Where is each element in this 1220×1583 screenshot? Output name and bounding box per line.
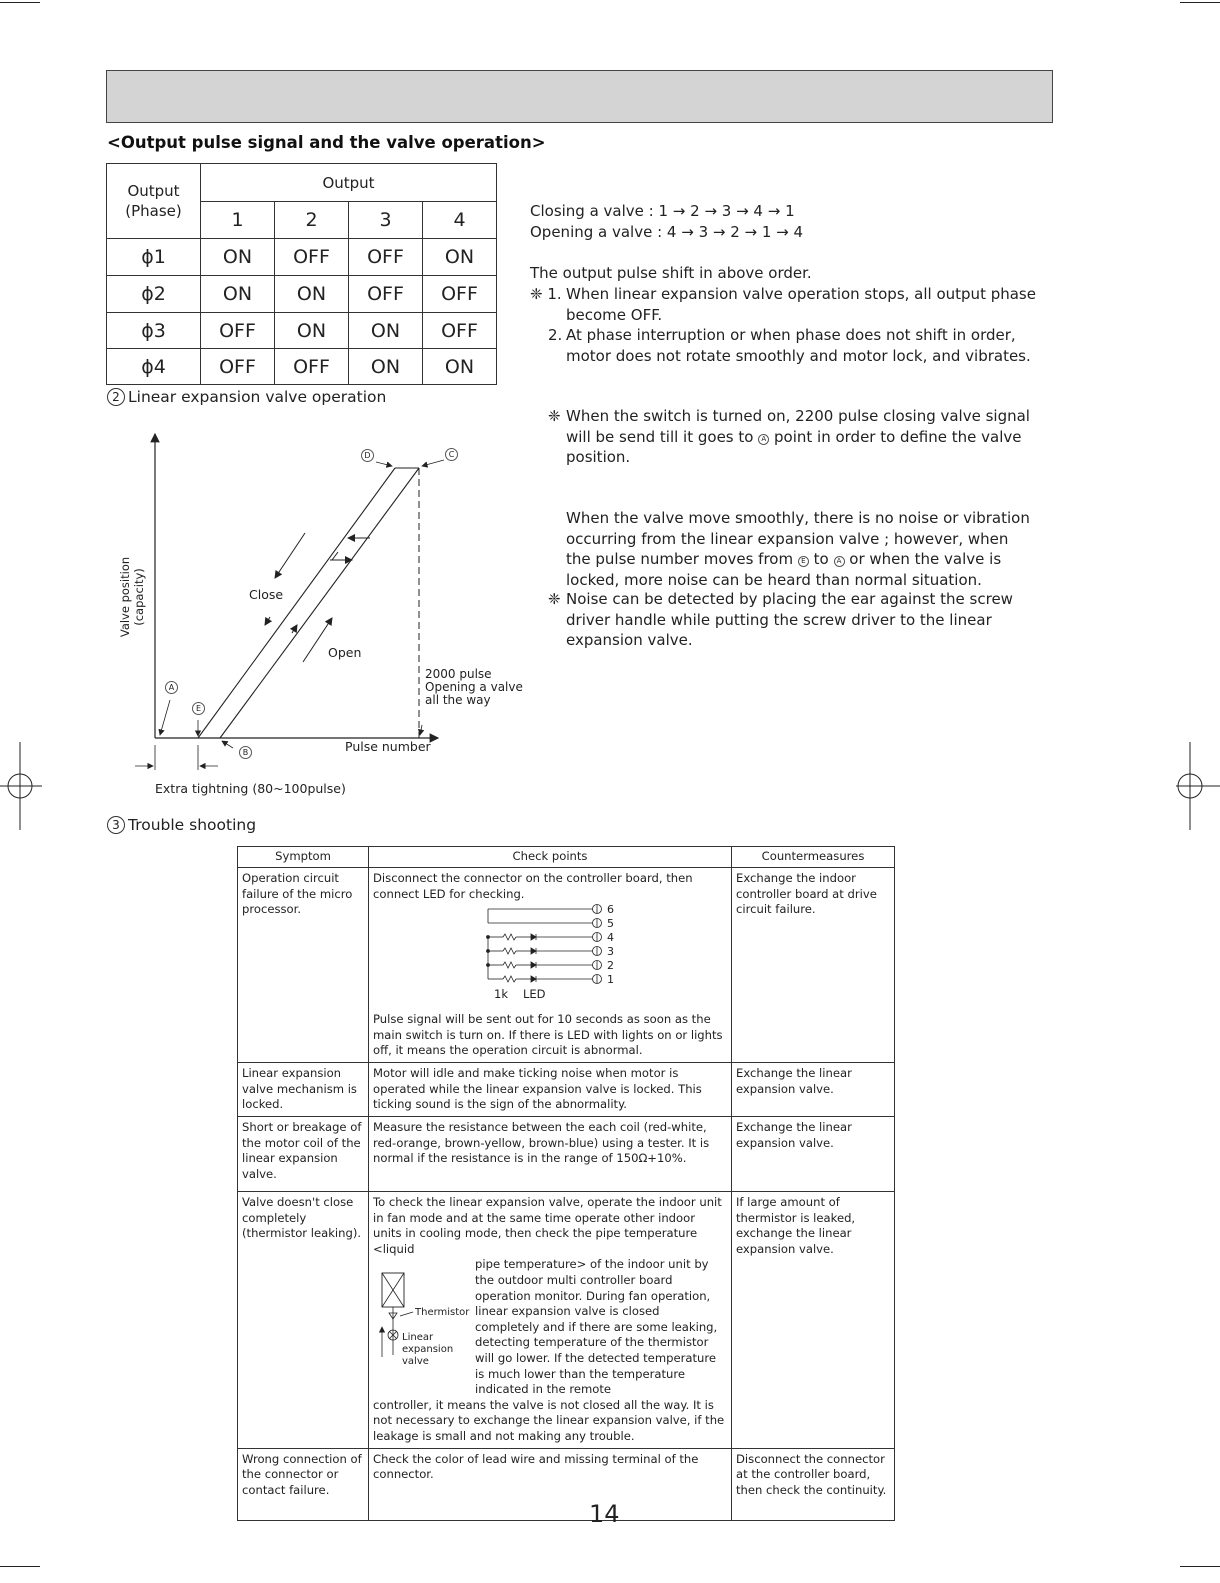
point-e-label: E bbox=[192, 702, 205, 715]
col-header: 3 bbox=[349, 202, 423, 239]
open-label: Open bbox=[328, 645, 362, 660]
phase-cell: ON bbox=[349, 313, 423, 349]
noise-note-part1: When the valve move smoothly, there is no noise or vibration occurring from the linear expansion valve ; however, when the pulse number moves from bbox=[566, 509, 1030, 568]
thermistor-diagram bbox=[373, 1257, 475, 1367]
phase-cell: OFF bbox=[275, 239, 349, 276]
noise-note-part2: or when the valve is locked, more noise can be heard than normal situation. bbox=[566, 550, 1002, 589]
header-check: Check points bbox=[369, 847, 732, 868]
col-header: 4 bbox=[423, 202, 497, 239]
phase-cell: ON bbox=[275, 276, 349, 313]
crop-mark bbox=[1180, 2, 1220, 3]
phase-cell: ON bbox=[201, 239, 275, 276]
point-c-label: C bbox=[445, 448, 458, 461]
note2-prefix: 2. bbox=[548, 326, 563, 344]
phase-cell: ON bbox=[275, 313, 349, 349]
note2: At phase interruption or when phase does not shift in order, motor does not rotate smoothly and motor lock, and vibrates. bbox=[566, 326, 1031, 365]
check-cell bbox=[369, 868, 732, 1063]
phase-table bbox=[106, 163, 497, 385]
check-cell: Motor will idle and make ticking noise when motor is operated while the linear expansion valve is locked. This ticking sound is the sign of the abnormality. bbox=[369, 1063, 732, 1117]
col-header: 2 bbox=[275, 202, 349, 239]
counter-cell: Exchange the indoor controller board at drive circuit failure. bbox=[732, 868, 895, 1063]
led-pin-label: 2 bbox=[607, 959, 614, 973]
phase-cell: OFF bbox=[349, 276, 423, 313]
x-axis-label: Pulse number bbox=[345, 739, 431, 754]
led-pin-label: 5 bbox=[607, 917, 614, 931]
phase-cell: ON bbox=[201, 276, 275, 313]
phase-cell: ON bbox=[423, 349, 497, 385]
trouble-table bbox=[237, 846, 895, 1521]
phase-cell: OFF bbox=[201, 349, 275, 385]
counter-cell: Disconnect the connector at the controller board, then check the continuity. bbox=[732, 1448, 895, 1520]
note1: When linear expansion valve operation stops, all output phase become OFF. bbox=[566, 285, 1036, 324]
note1-prefix: ❈ 1. bbox=[530, 285, 562, 303]
pulse-label-1: 2000 pulse bbox=[425, 667, 492, 681]
header-symptom: Symptom bbox=[238, 847, 369, 868]
led-label: LED bbox=[523, 987, 546, 1002]
shift-note: The output pulse shift in above order. bbox=[530, 264, 812, 282]
graph-heading bbox=[107, 387, 386, 408]
extra-tightening-label: Extra tightning (80~100pulse) bbox=[155, 781, 346, 796]
symptom-cell: Wrong connection of the connector or contact failure. bbox=[238, 1448, 369, 1520]
valve-label-3: valve bbox=[402, 1356, 429, 1368]
opening-sequence: Opening a valve : 4 → 3 → 2 → 1 → 4 bbox=[530, 223, 804, 241]
check-cell bbox=[369, 1192, 732, 1449]
section-number-2: 2 bbox=[107, 388, 125, 406]
led-pin-label: 4 bbox=[607, 931, 614, 945]
symptom-cell: Operation circuit failure of the micro processor. bbox=[238, 868, 369, 1063]
valve-operation-graph bbox=[100, 420, 540, 805]
phase-cell: OFF bbox=[349, 239, 423, 276]
thermistor-label: Thermistor bbox=[415, 1307, 470, 1319]
switch-note-part2: point in order to define the valve position. bbox=[566, 427, 1022, 466]
phase-label: ϕ3 bbox=[107, 313, 201, 349]
check-outro: Pulse signal will be sent out for 10 seconds as soon as the main switch is turn on. If there is LED with lights on or lights off, it means the operation circuit is abnormal. bbox=[373, 1012, 723, 1058]
registration-mark-right bbox=[1176, 742, 1220, 830]
phase-cell: OFF bbox=[423, 313, 497, 349]
led-pin-label: 3 bbox=[607, 945, 614, 959]
pulse-label-3: all the way bbox=[425, 693, 491, 707]
corner-cell bbox=[107, 164, 201, 239]
section-title: <Output pulse signal and the valve operation> bbox=[107, 133, 546, 152]
output-header: Output bbox=[201, 164, 497, 202]
registration-mark-left bbox=[0, 742, 42, 830]
point-a-label: A bbox=[165, 681, 178, 694]
valve-label-1: Linear bbox=[402, 1332, 434, 1344]
point-a-marker: A bbox=[758, 434, 769, 445]
closing-sequence: Closing a valve : 1 → 2 → 3 → 4 → 1 bbox=[530, 202, 795, 220]
graph-title: Linear expansion valve operation bbox=[128, 388, 387, 406]
switch-note-part1: When the switch is turned on, 2200 pulse closing valve signal will be send till it goes to bbox=[566, 407, 1030, 446]
point-e-marker: E bbox=[798, 556, 809, 567]
check-intro: To check the linear expansion valve, operate the indoor unit in fan mode and at the same time operate other indoor units in cooling mode, then check the pipe temperature <liquid bbox=[373, 1195, 722, 1256]
crop-mark bbox=[0, 2, 40, 3]
check-cell: Check the color of lead wire and missing terminal of the connector. bbox=[369, 1448, 732, 1520]
symptom-cell: Short or breakage of the motor coil of the linear expansion valve. bbox=[238, 1117, 369, 1192]
noise-detect-prefix: ❈ bbox=[548, 590, 561, 608]
check-side: pipe temperature> of the indoor unit by the outdoor multi controller board operation monitor. During fan operation, linear expansion valve is closed completely and if there are some leaking, detecting temperature of the thermistor will go lower. If the detected temperature is much lower than the temperature indicated in the remote bbox=[475, 1257, 718, 1397]
header-counter: Countermeasures bbox=[732, 847, 895, 868]
check-cell: Measure the resistance between the each coil (red-white, red-orange, brown-yellow, brown-blue) using a tester. It is normal if the resistance is in the range of 150Ω+10%. bbox=[369, 1117, 732, 1192]
corner-label: Output (Phase) bbox=[125, 182, 182, 220]
phase-label: ϕ4 bbox=[107, 349, 201, 385]
phase-cell: OFF bbox=[423, 276, 497, 313]
close-label: Close bbox=[249, 587, 284, 602]
trouble-title: Trouble shooting bbox=[128, 816, 257, 834]
noise-note bbox=[566, 508, 1036, 590]
page-number: 14 bbox=[589, 1500, 620, 1528]
phase-cell: OFF bbox=[201, 313, 275, 349]
check-outro: controller, it means the valve is not closed all the way. It is not necessary to exchange the linear expansion valve, if the leakage is small and not making any trouble. bbox=[373, 1397, 725, 1443]
symptom-cell: Linear expansion valve mechanism is locked. bbox=[238, 1063, 369, 1117]
counter-cell: Exchange the linear expansion valve. bbox=[732, 1063, 895, 1117]
col-header: 1 bbox=[201, 202, 275, 239]
crop-mark bbox=[1180, 1566, 1220, 1567]
phase-label: ϕ2 bbox=[107, 276, 201, 313]
y-axis-label: Valve position (capacity) bbox=[118, 556, 146, 638]
symptom-cell: Valve doesn't close completely (thermistor leaking). bbox=[238, 1192, 369, 1449]
point-d-label: D bbox=[361, 449, 374, 462]
resistor-label: 1k bbox=[494, 987, 508, 1002]
switch-note-prefix: ❈ bbox=[548, 407, 561, 425]
noise-detect-note: Noise can be detected by placing the ear against the screw driver handle while putting the screw driver to the linear expansion valve. bbox=[566, 590, 1013, 649]
valve-label-2: expansion bbox=[402, 1344, 454, 1356]
header-bar bbox=[106, 70, 1053, 123]
crop-mark bbox=[0, 1566, 40, 1567]
led-pin-label: 6 bbox=[607, 903, 614, 917]
pulse-label-2: Opening a valve bbox=[425, 680, 523, 694]
led-pin-label: 1 bbox=[607, 973, 614, 987]
phase-cell: ON bbox=[349, 349, 423, 385]
thermistor-block bbox=[373, 1257, 727, 1397]
trouble-heading bbox=[107, 815, 256, 836]
switch-note bbox=[566, 406, 1036, 468]
counter-cell: If large amount of thermistor is leaked, exchange the linear expansion valve. bbox=[732, 1192, 895, 1449]
phase-label: ϕ1 bbox=[107, 239, 201, 276]
counter-cell: Exchange the linear expansion valve. bbox=[732, 1117, 895, 1192]
phase-cell: OFF bbox=[275, 349, 349, 385]
check-intro: Disconnect the connector on the controller board, then connect LED for checking. bbox=[373, 871, 693, 901]
point-a-marker: A bbox=[834, 556, 845, 567]
point-b-label: B bbox=[239, 746, 252, 759]
phase-cell: ON bbox=[423, 239, 497, 276]
section-number-3: 3 bbox=[107, 816, 125, 834]
noise-note-to: to bbox=[813, 550, 829, 568]
